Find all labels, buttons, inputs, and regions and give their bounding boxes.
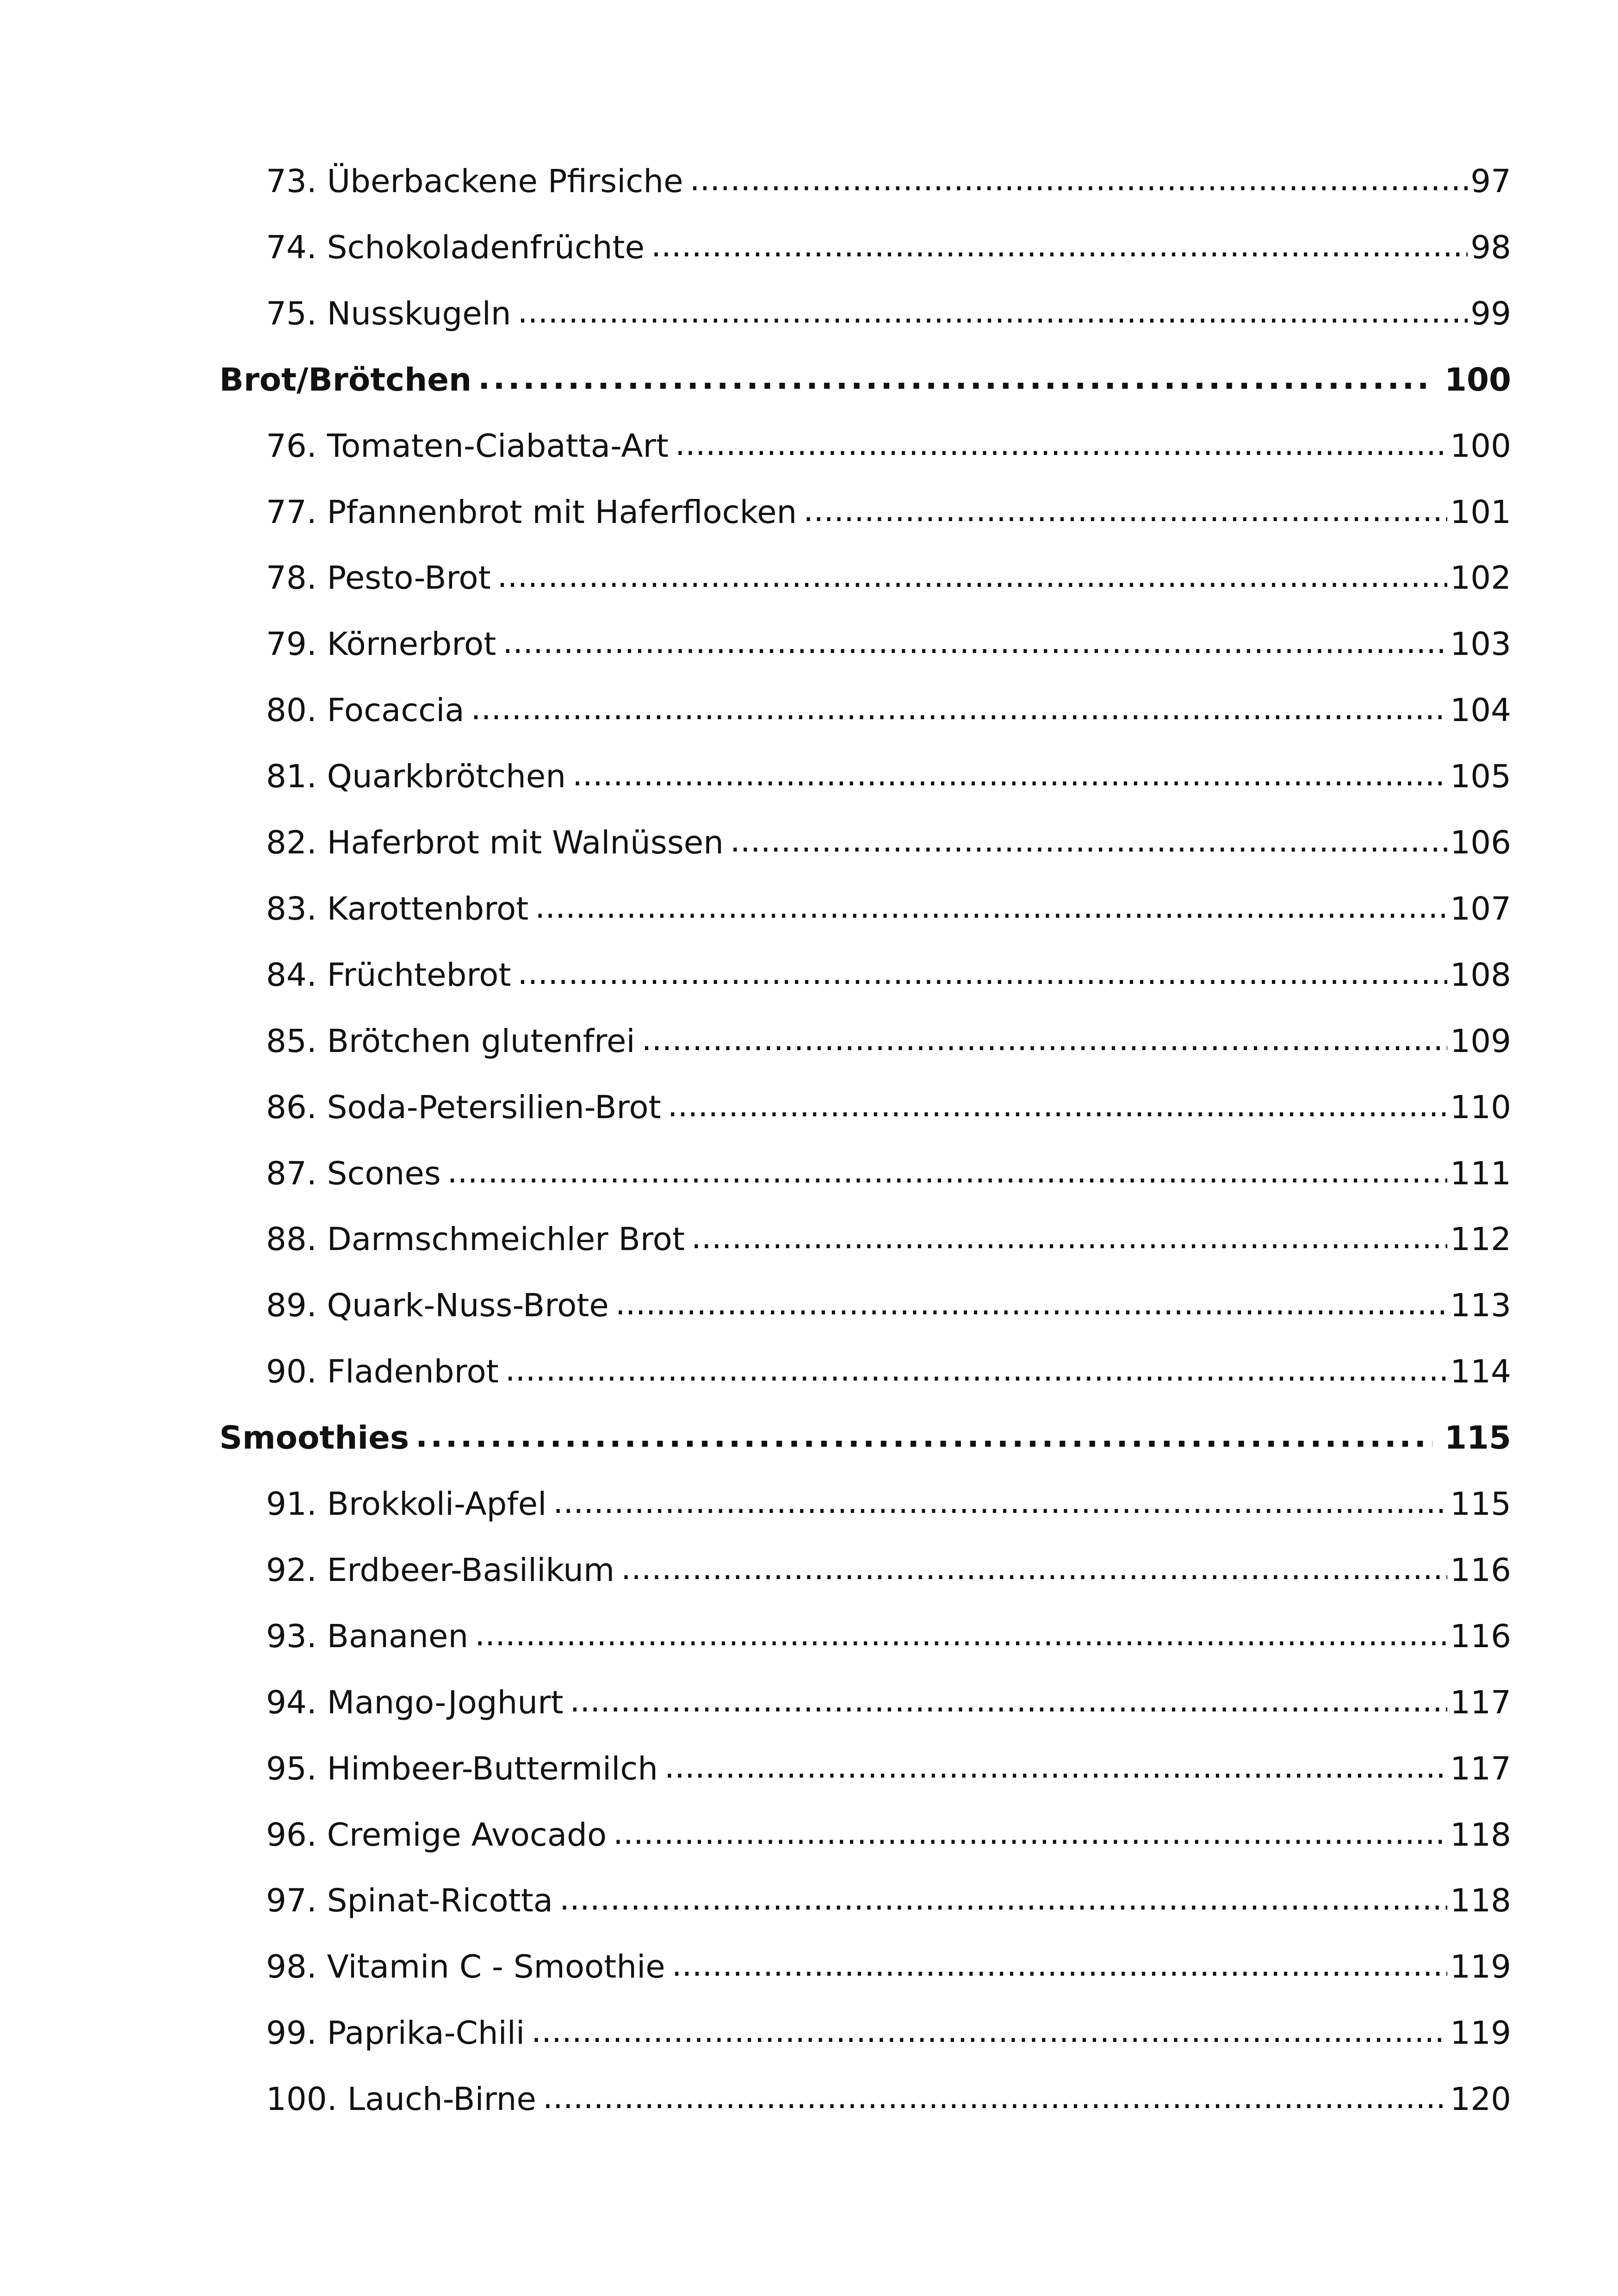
toc-entry-page: 120 (1450, 2081, 1511, 2118)
toc-entry-page: 100 (1450, 428, 1511, 465)
toc-entry[interactable] (266, 1139, 1511, 1190)
toc-entry-title: 84. Früchtebrot (266, 957, 511, 994)
toc-entry-title: 94. Mango-Joghurt (266, 1684, 564, 1721)
dot-leader (505, 1356, 1448, 1388)
toc-entry[interactable] (266, 1007, 1511, 1058)
toc-entry[interactable] (266, 1866, 1511, 1917)
dot-leader (475, 1621, 1447, 1653)
toc-entry-page: 105 (1450, 758, 1511, 795)
toc-entry-title: 97. Spinat-Ricotta (266, 1882, 553, 1919)
dot-leader (691, 1224, 1447, 1256)
dot-leader (415, 1422, 1432, 1454)
dot-leader (572, 761, 1447, 793)
toc-entry[interactable] (266, 610, 1511, 663)
toc-entry-title: 82. Haferbrot mit Walnüssen (266, 824, 724, 861)
dot-leader (531, 2017, 1447, 2049)
toc-entry[interactable] (266, 1271, 1511, 1322)
toc-entry-title: 89. Quark-Nuss-Brote (266, 1287, 609, 1324)
toc-entry[interactable] (266, 279, 1511, 330)
toc-entry-page: 118 (1450, 1882, 1511, 1919)
toc-entry[interactable] (266, 147, 1511, 198)
dot-leader (497, 562, 1448, 594)
dot-leader (621, 1555, 1447, 1587)
dot-leader (613, 1819, 1447, 1851)
toc-entry[interactable] (266, 1668, 1511, 1719)
dot-leader (664, 1753, 1447, 1785)
toc-entry-title: 81. Quarkbrötchen (266, 758, 566, 795)
toc-entry-title: 77. Pfannenbrot mit Haferflocken (266, 494, 797, 531)
toc-entry[interactable] (266, 1205, 1511, 1256)
toc-entry[interactable] (266, 543, 1511, 597)
toc-section-title: Smoothies (219, 1419, 409, 1456)
toc-entry-page: 118 (1450, 1817, 1511, 1854)
dot-leader (447, 1158, 1448, 1190)
toc-entry-page: 117 (1450, 1750, 1511, 1787)
toc-entry-page: 119 (1450, 1948, 1511, 1985)
toc-entry-page: 110 (1450, 1089, 1511, 1126)
toc-entry-title: 73. Überbackene Pfirsiche (266, 163, 683, 200)
toc-entry-title: 74. Schokoladenfrüchte (266, 229, 645, 266)
toc-entry-title: 98. Vitamin C - Smoothie (266, 1948, 665, 1985)
toc-entry-title: 95. Himbeer-Buttermilch (266, 1750, 658, 1787)
toc-entry[interactable] (266, 478, 1511, 529)
toc-entry-page: 98 (1470, 229, 1511, 266)
toc-entry-title: 78. Pesto-Brot (266, 560, 491, 597)
toc-entry[interactable] (266, 1337, 1511, 1388)
dot-leader (730, 827, 1447, 859)
toc-entry-title: 91. Brokkoli-Apfel (266, 1486, 547, 1523)
toc-entry-title: 100. Lauch-Birne (266, 2081, 536, 2118)
toc-entry-title: 86. Soda-Petersilien-Brot (266, 1089, 661, 1126)
toc-entry-page: 114 (1450, 1353, 1511, 1390)
toc-entry[interactable] (266, 742, 1511, 793)
toc-entry[interactable] (266, 1536, 1511, 1587)
toc-entry-title: 88. Darmschmeichler Brot (266, 1221, 685, 1258)
toc-section-page: 100 (1444, 361, 1511, 398)
toc-entry-page: 101 (1450, 494, 1511, 531)
toc-entry[interactable] (266, 1602, 1511, 1653)
toc-entry[interactable] (266, 213, 1511, 264)
dot-leader (803, 497, 1447, 529)
dot-leader (518, 298, 1468, 330)
toc-entry[interactable] (266, 1800, 1511, 1854)
toc-entry-page: 119 (1450, 2015, 1511, 2052)
dot-leader (553, 1488, 1447, 1520)
toc-entry-page: 103 (1450, 626, 1511, 663)
dot-leader (518, 959, 1448, 991)
dot-leader (672, 1951, 1448, 1983)
toc-entry-title: 93. Bananen (266, 1618, 469, 1655)
toc-entry[interactable] (266, 1073, 1511, 1124)
toc-entry-title: 85. Brötchen glutenfrei (266, 1023, 635, 1060)
toc-entry[interactable] (266, 1734, 1511, 1785)
toc-entry-title: 76. Tomaten-Ciabatta-Art (266, 428, 669, 465)
toc-entry-page: 109 (1450, 1023, 1511, 1060)
dot-leader (570, 1687, 1448, 1719)
toc-entry-title: 83. Karottenbrot (266, 890, 529, 927)
toc-entry[interactable] (266, 1469, 1511, 1523)
toc-entry[interactable] (266, 940, 1511, 994)
dot-leader (615, 1290, 1447, 1322)
toc-section-heading[interactable] (219, 345, 1511, 396)
toc-entry-title: 80. Focaccia (266, 692, 465, 729)
toc-entry-page: 113 (1450, 1287, 1511, 1324)
toc-entry-title: 90. Fladenbrot (266, 1353, 499, 1390)
dot-leader (502, 628, 1447, 660)
toc-entry[interactable] (266, 808, 1511, 859)
dot-leader (651, 232, 1468, 264)
toc-entry-title: 92. Erdbeer-Basilikum (266, 1552, 615, 1589)
toc-entry-page: 115 (1450, 1486, 1511, 1523)
dot-leader (535, 893, 1447, 925)
toc-entry-page: 116 (1450, 1552, 1511, 1589)
toc-entry-page: 106 (1450, 824, 1511, 861)
toc-entry-page: 107 (1450, 890, 1511, 927)
toc-entry[interactable] (266, 2065, 1511, 2116)
dot-leader (478, 364, 1432, 396)
dot-leader (543, 2084, 1447, 2116)
toc-entry-page: 112 (1450, 1221, 1511, 1258)
toc-entry[interactable] (266, 874, 1511, 925)
dot-leader (471, 695, 1448, 727)
toc-entry-page: 99 (1470, 295, 1511, 332)
toc-entry[interactable] (266, 411, 1511, 465)
toc-section-page: 115 (1444, 1419, 1511, 1456)
toc-entry-title: 75. Nusskugeln (266, 295, 511, 332)
toc-entry[interactable] (266, 676, 1511, 727)
toc-entry-title: 96. Cremige Avocado (266, 1817, 607, 1854)
dot-leader (668, 1092, 1448, 1124)
toc-section-heading[interactable] (219, 1403, 1511, 1454)
dot-leader (642, 1026, 1448, 1058)
dot-leader (675, 430, 1447, 462)
toc-entry-title: 79. Körnerbrot (266, 626, 496, 663)
toc-entry[interactable] (266, 1932, 1511, 1983)
toc-section-title: Brot/Brötchen (219, 361, 472, 398)
dot-leader (559, 1885, 1447, 1917)
dot-leader (690, 166, 1468, 198)
toc-entry-page: 108 (1450, 957, 1511, 994)
toc-entry-page: 97 (1470, 163, 1511, 200)
toc-entry-title: 87. Scones (266, 1155, 441, 1192)
toc-entry[interactable] (266, 1998, 1511, 2052)
toc-entry-page: 111 (1450, 1155, 1511, 1192)
toc-entry-page: 116 (1450, 1618, 1511, 1655)
toc-entry-page: 102 (1450, 560, 1511, 597)
toc-entry-page: 104 (1450, 692, 1511, 729)
toc-entry-page: 117 (1450, 1684, 1511, 1721)
toc-entry-title: 99. Paprika-Chili (266, 2015, 525, 2052)
